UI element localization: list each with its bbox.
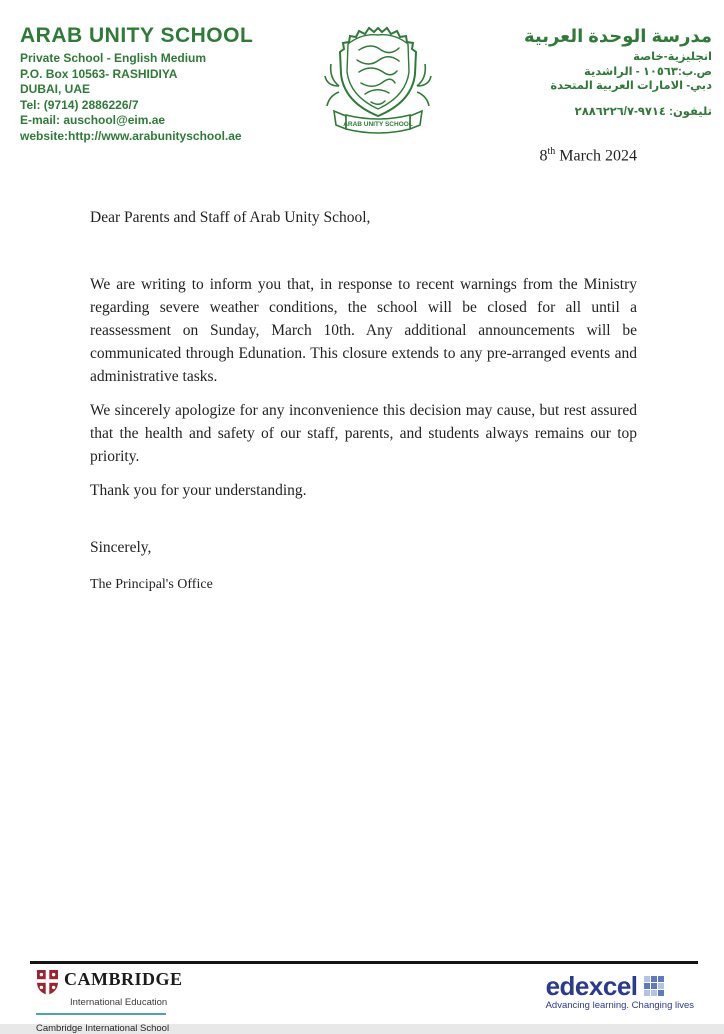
cambridge-subtitle: International Education xyxy=(70,997,168,1008)
thanks-line: Thank you for your understanding. xyxy=(90,482,307,499)
cambridge-divider xyxy=(36,1013,166,1015)
school-crest-logo xyxy=(319,20,437,136)
edexcel-wordmark: edexcel xyxy=(545,971,638,1001)
phone-label-ar: تليفون: xyxy=(669,105,712,118)
address-line-en: Tel: (9714) 2886226/7 xyxy=(20,97,139,112)
date-day: 8 xyxy=(539,147,548,165)
date-ordinal-suffix: th xyxy=(547,146,556,157)
school-name-ar: مدرسة الوحدة العربية xyxy=(523,26,712,46)
cambridge-shield-icon xyxy=(36,969,59,996)
school-info-ar xyxy=(524,26,712,118)
address-line-en: website:http://www.arabunityschool.ae xyxy=(20,128,242,143)
salutation: Dear Parents and Staff of Arab Unity School, xyxy=(90,209,371,226)
body-paragraphs xyxy=(90,273,637,468)
crest-banner xyxy=(334,111,422,133)
date-month-year: March 2024 xyxy=(555,147,637,165)
date-line xyxy=(90,146,637,165)
edexcel-logo xyxy=(545,971,694,1011)
address-line-ar: ص.ب:١٠٥٦٣ - الراشدية xyxy=(584,65,712,78)
letter-body xyxy=(90,206,637,596)
address-line-en: Private School - English Medium xyxy=(20,51,207,65)
school-info-en xyxy=(20,24,253,144)
body-paragraph: We sincerely apologize for any inconvenience this decision may cause, but rest assured that the health and safety of our staff, parents, and students always remains our top priority. xyxy=(90,402,637,465)
cambridge-logo xyxy=(36,969,183,1034)
address-line-en: E-mail: auschool@eim.ae xyxy=(20,113,166,127)
cambridge-title: CAMBRIDGE xyxy=(64,969,183,989)
address-line-ar: دبي- الامارات العربية المتحدة xyxy=(550,80,712,92)
body-paragraph: We are writing to inform you that, in response to recent warnings from the Ministry regarding severe weather conditions, the school will be closed for all until a reassessment on Sunday, March 10th. Any additional announcements will be communicated through Edunation. This closure extends to any pre-arranged events and administrative tasks. xyxy=(90,276,637,385)
school-name-en: ARAB UNITY SCHOOL xyxy=(20,24,254,47)
address-line-en: DUBAI, UAE xyxy=(20,82,91,96)
phone-line-ar xyxy=(524,104,712,118)
edexcel-grid-icon xyxy=(644,976,664,996)
edexcel-tagline: Advancing learning. Changing lives xyxy=(545,1000,694,1011)
crest-calligraphy-icon xyxy=(357,46,399,104)
phone-number-ar: ٩٧١٤-٢٨٨٦٢٢٦/٧ xyxy=(574,105,666,118)
address-line-ar: انجليزية-خاصة xyxy=(633,51,712,63)
school-address-en xyxy=(20,51,253,144)
school-address-ar xyxy=(524,50,712,94)
crest-banner-text: ARAB UNITY SCHOOL xyxy=(343,121,413,128)
footer-divider xyxy=(30,961,698,964)
closing-line: Sincerely, xyxy=(90,539,152,556)
cambridge-caption: Cambridge International School xyxy=(36,1023,170,1034)
signature-line: The Principal's Office xyxy=(90,577,213,592)
address-line-en: P.O. Box 10563- RASHIDIYA xyxy=(20,66,178,81)
